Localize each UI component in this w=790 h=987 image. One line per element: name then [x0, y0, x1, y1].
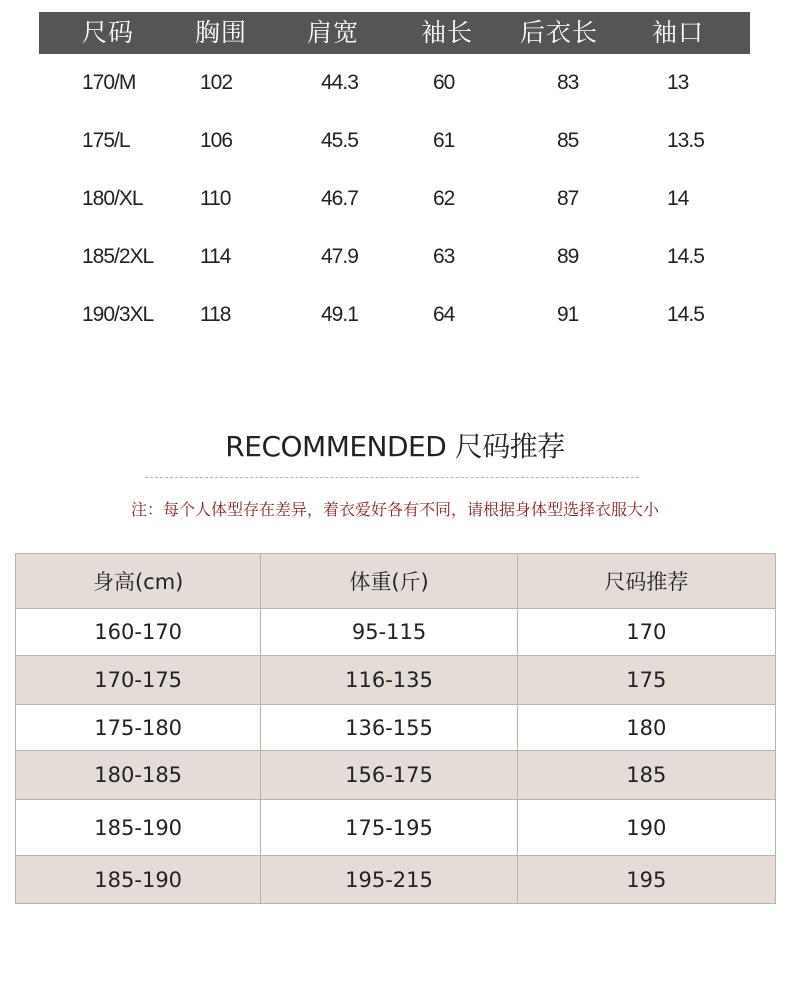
size-chart-header	[39, 12, 750, 54]
cuff-cell: 14	[667, 187, 689, 210]
back-length-cell: 85	[557, 129, 579, 152]
size-row	[0, 170, 790, 228]
table-header-row	[16, 554, 776, 609]
size-header-chest: 胸围	[195, 18, 248, 47]
recommendation-table	[15, 553, 776, 904]
table-row	[16, 656, 776, 705]
fit-note: 注：每个人体型存在差异，着衣爱好各有不同，请根据身体型选择衣服大小	[130, 500, 659, 519]
height-cell: 175-180	[16, 705, 261, 751]
back-length-cell: 87	[557, 187, 579, 210]
size-cell: 185	[517, 751, 775, 800]
chest-cell: 118	[200, 303, 231, 326]
weight-cell: 136-155	[261, 705, 517, 751]
size-cell: 180	[517, 705, 775, 751]
table-row	[16, 705, 776, 751]
sleeve-cell: 64	[433, 303, 455, 326]
table-row	[16, 856, 776, 904]
table-row	[16, 609, 776, 656]
size-cell: 170/M	[82, 71, 136, 94]
size-cell: 190	[517, 800, 775, 856]
shoulder-cell: 44.3	[321, 71, 358, 94]
cuff-cell: 13.5	[667, 129, 704, 152]
cuff-cell: 14.5	[667, 303, 704, 326]
chest-cell: 102	[200, 71, 233, 94]
size-header-shoulder: 肩宽	[307, 18, 360, 47]
size-cell: 175/L	[82, 129, 130, 152]
header-weight: 体重(斤)	[261, 554, 517, 609]
size-cell: 190/3XL	[82, 303, 154, 326]
weight-cell: 95-115	[261, 609, 517, 656]
dashed-divider	[145, 477, 639, 478]
size-header-back-length: 后衣长	[520, 18, 599, 47]
back-length-cell: 83	[557, 71, 579, 94]
weight-cell: 175-195	[261, 800, 517, 856]
sleeve-cell: 62	[433, 187, 455, 210]
back-length-cell: 91	[557, 303, 579, 326]
chest-cell: 106	[200, 129, 233, 152]
height-cell: 185-190	[16, 800, 261, 856]
size-row	[0, 112, 790, 170]
shoulder-cell: 47.9	[321, 245, 358, 268]
cuff-cell: 13	[667, 71, 689, 94]
shoulder-cell: 49.1	[321, 303, 358, 326]
size-cell: 180/XL	[82, 187, 143, 210]
sleeve-cell: 60	[433, 71, 455, 94]
weight-cell: 195-215	[261, 856, 517, 904]
size-cell: 185/2XL	[82, 245, 154, 268]
header-recommended-size: 尺码推荐	[517, 554, 775, 609]
height-cell: 160-170	[16, 609, 261, 656]
height-cell: 180-185	[16, 751, 261, 800]
size-row	[0, 286, 790, 344]
size-header-cuff: 袖口	[652, 18, 705, 47]
chest-cell: 110	[200, 187, 231, 210]
size-cell: 195	[517, 856, 775, 904]
size-cell: 170	[517, 609, 775, 656]
weight-cell: 156-175	[261, 751, 517, 800]
height-cell: 185-190	[16, 856, 261, 904]
sleeve-cell: 63	[433, 245, 455, 268]
size-header-sleeve: 袖长	[421, 18, 474, 47]
back-length-cell: 89	[557, 245, 579, 268]
table-row	[16, 751, 776, 800]
size-header-size: 尺码	[82, 18, 135, 47]
recommended-title: RECOMMENDED 尺码推荐	[225, 430, 565, 463]
shoulder-cell: 46.7	[321, 187, 358, 210]
size-cell: 175	[517, 656, 775, 705]
cuff-cell: 14.5	[667, 245, 704, 268]
header-height: 身高(cm)	[16, 554, 261, 609]
weight-cell: 116-135	[261, 656, 517, 705]
table-row	[16, 800, 776, 856]
chest-cell: 114	[200, 245, 231, 268]
shoulder-cell: 45.5	[321, 129, 358, 152]
size-row	[0, 228, 790, 286]
sleeve-cell: 61	[433, 129, 455, 152]
size-row	[0, 54, 790, 112]
height-cell: 170-175	[16, 656, 261, 705]
